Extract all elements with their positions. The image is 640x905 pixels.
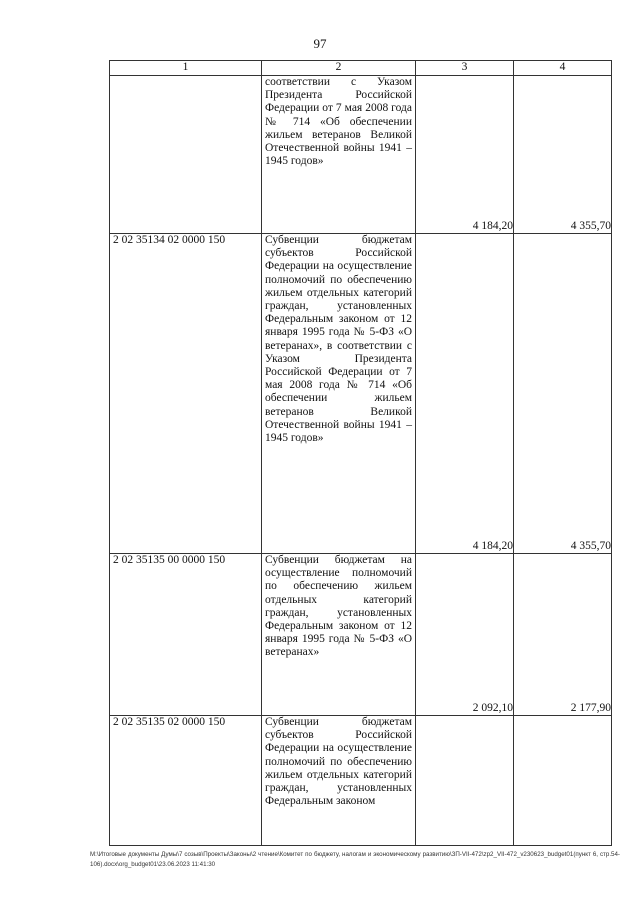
header-cell-2: 2 — [262, 61, 416, 76]
row-code: 2 02 35135 00 0000 150 — [110, 554, 262, 716]
row-description: соответствии с Указом Президента Российской Федерации от 7 мая 2008 года № 714 «Об обеспечении жильем ветеранов Великой Отечественной войны 1941 – 1945 годов» — [262, 76, 416, 234]
row-value-col4: 4 355,70 — [514, 234, 612, 554]
row-description: Субвенции бюджетам субъектов Российской Федерации на осуществление полномочий по обеспечению жильем отдельных категорий граждан, установленных Федеральным законом — [262, 716, 416, 846]
table-header-row — [110, 61, 612, 76]
row-value-col3: 4 184,20 — [416, 234, 514, 554]
row-value-col4: 2 177,90 — [514, 554, 612, 716]
row-description: Субвенции бюджетам субъектов Российской Федерации на осуществление полномочий по обеспечению жильем отдельных категорий граждан, установленных Федеральным законом от 12 января 1995 года № 5-ФЗ «О ветеранах», в соответствии с Указом Президента Российской Федерации от 7 мая 2008 года № 714 «Об обеспечении жильем ветеранов Великой Отечественной войны 1941 – 1945 годов» — [262, 234, 416, 554]
row-value-col3: 4 184,20 — [416, 76, 514, 234]
header-cell-1: 1 — [110, 61, 262, 76]
row-code — [110, 76, 262, 234]
row-description: Субвенции бюджетам на осуществление полномочий по обеспечению жильем отдельных категорий граждан, установленных Федеральным законом от 12 января 1995 года № 5-ФЗ «О ветеранах» — [262, 554, 416, 716]
row-code: 2 02 35134 02 0000 150 — [110, 234, 262, 554]
header-cell-3: 3 — [416, 61, 514, 76]
page-number: 97 — [313, 36, 327, 51]
footer-file-path: M:\Итоговые документы Думы\7 созыв\Проекты\Законы\2 чтение\Комитет по бюджету, налогам и экономическому развитию\ЗП-VII-472\zp2_VII-472_v230623_budget01(пункт 6, стр.54-106).docx\org_budget01\23.06.2023 11:41:30 — [90, 851, 620, 868]
header-cell-4: 4 — [514, 61, 612, 76]
row-value-col4: 4 355,70 — [514, 76, 612, 234]
row-value-col3: 2 092,10 — [416, 554, 514, 716]
row-value-col4 — [514, 716, 612, 846]
table-row — [110, 554, 612, 716]
table-row — [110, 76, 612, 234]
table-row — [110, 716, 612, 846]
budget-table — [109, 60, 612, 846]
table-row — [110, 234, 612, 554]
row-value-col3 — [416, 716, 514, 846]
row-code: 2 02 35135 02 0000 150 — [110, 716, 262, 846]
